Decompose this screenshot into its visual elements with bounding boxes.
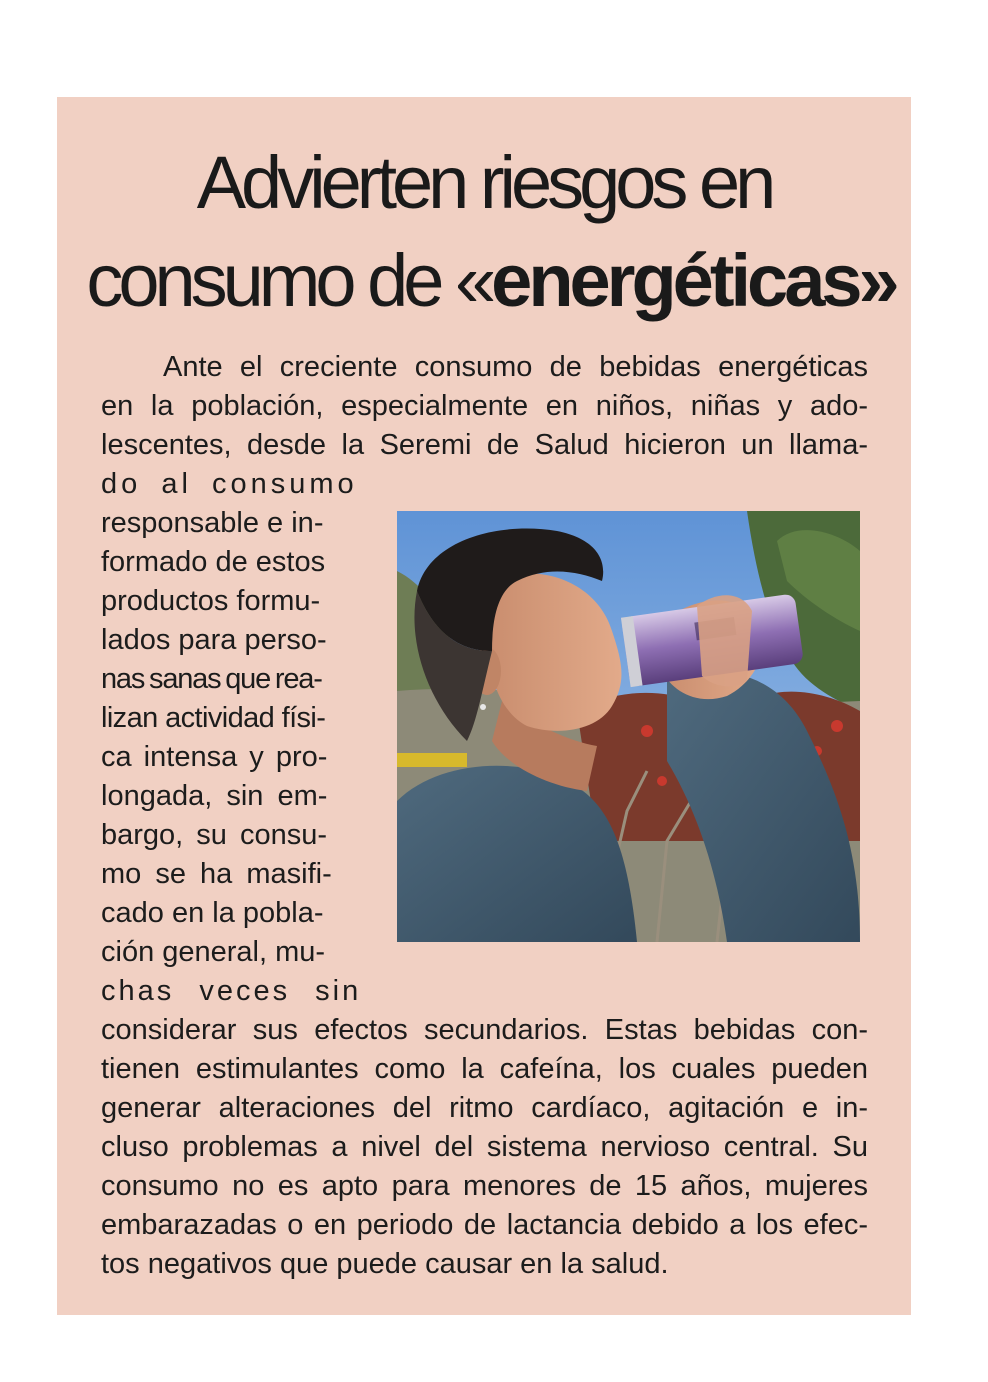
body-line: tos negativos que puede causar en la salud. [101, 1248, 669, 1280]
headline-line-2 [57, 238, 911, 324]
body-line: responsable e in- [101, 507, 324, 539]
body-line: mo se ha masifi- [101, 858, 332, 890]
headline-bold-word: energéticas [491, 239, 859, 322]
body-line: considerar sus efectos secundarios. Estas bebidas con- [101, 1014, 868, 1046]
body-line: tienen estimulantes como la cafeína, los cuales pueden [101, 1053, 868, 1085]
body-line: bargo, su consu- [101, 819, 328, 851]
body-line: chas veces sin [101, 975, 362, 1007]
body-line: consumo no es apto para menores de 15 años, mujeres [101, 1170, 868, 1202]
body-line: cluso problemas a nivel del sistema nervioso central. Su [101, 1131, 868, 1163]
body-line: Ante el creciente consumo de bebidas energéticas [163, 351, 868, 383]
body-line: embarazadas o en periodo de lactancia debido a los efec- [101, 1209, 868, 1241]
body-line: generar alteraciones del ritmo cardíaco, agitación e in- [101, 1092, 868, 1124]
body-line: longada, sin em- [101, 780, 328, 812]
body-line: lescentes, desde la Seremi de Salud hicieron un llama- [101, 429, 868, 461]
body-line: en la población, especialmente en niños, niñas y ado- [101, 390, 868, 422]
headline-suffix: » [858, 239, 896, 322]
body-line: lizan actividad físi- [101, 702, 326, 734]
body-line: cado en la pobla- [101, 897, 324, 929]
headline-prefix: consumo de « [86, 239, 492, 322]
headline-line-1 [57, 140, 911, 226]
body-line: ción general, mu- [101, 936, 326, 968]
article-photo [397, 511, 860, 942]
body-line: formado de estos [101, 546, 326, 578]
body-line: nas sanas que rea- [101, 663, 322, 695]
photo-young-man-drinking-can [397, 511, 860, 942]
body-line: lados para perso- [101, 624, 327, 656]
body-line: do al consumo [101, 468, 358, 500]
body-line: productos formu- [101, 585, 321, 617]
body-line: ca intensa y pro- [101, 741, 328, 773]
headline-line-1-text: Advierten riesgos en [196, 141, 772, 224]
